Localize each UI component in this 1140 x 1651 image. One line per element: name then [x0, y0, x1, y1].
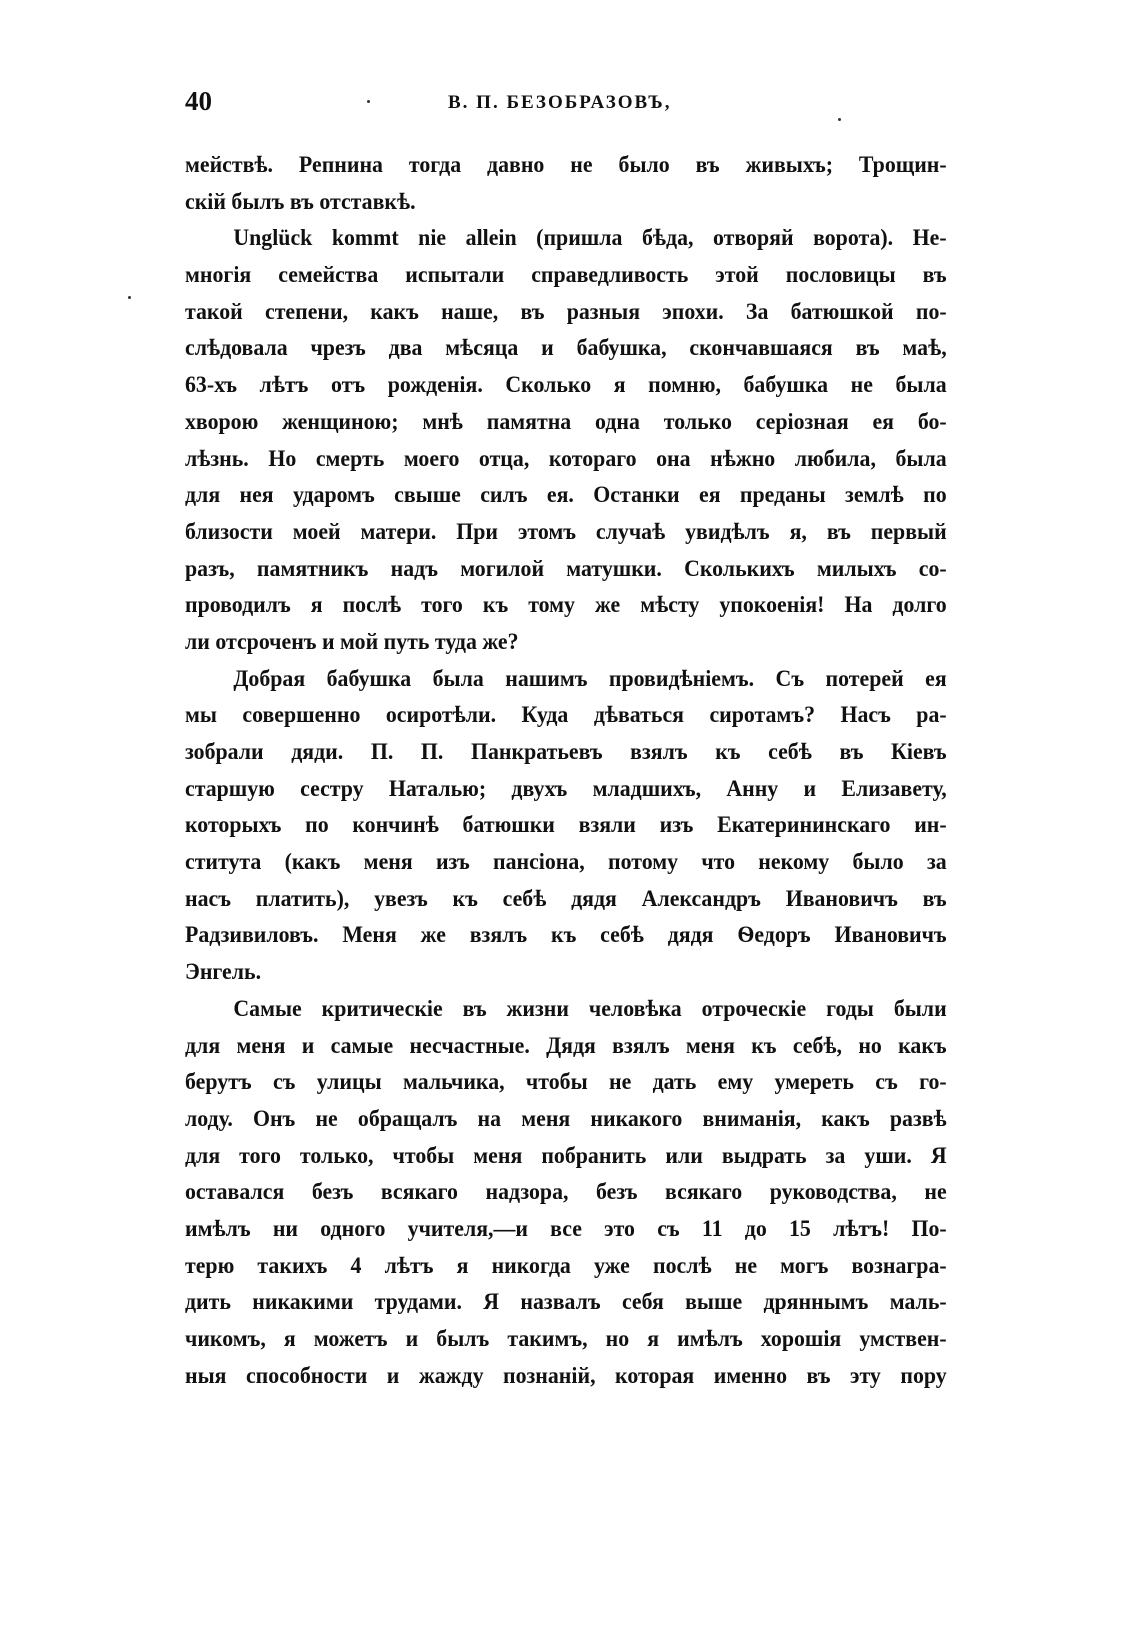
page-body-text — [185, 147, 947, 1394]
text-line: скій былъ въ отставкѣ. — [185, 188, 416, 215]
paragraph — [185, 991, 947, 1395]
text-line: разъ, памятникъ надъ могилой матушки. Сколькихъ милыхъ со- — [185, 555, 947, 582]
text-line: ли отсроченъ и мой путь туда же? — [185, 628, 519, 655]
text-line: Добрая бабушка была нашимъ провидѣніемъ. Съ потерей ея — [233, 665, 947, 692]
text-line: дить никакими трудами. Я назвалъ себя выше дряннымъ маль- — [185, 1289, 947, 1316]
text-line: оставался безъ всякаго надзора, безъ всякаго руководства, не — [185, 1179, 947, 1206]
text-line: для меня и самые несчастные. Дядя взялъ меня къ себѣ, но какъ — [185, 1032, 947, 1059]
text-line: хворою женщиною; мнѣ памятна одна только серіозная ея бо- — [185, 408, 947, 435]
running-head: В. П. БЕЗОБРАЗОВЪ, — [448, 92, 672, 113]
text-line: лоду. Онъ не обращалъ на меня никакого вниманія, какъ развѣ — [185, 1105, 947, 1132]
text-line: для того только, чтобы меня побранить или выдрать за уши. Я — [185, 1142, 947, 1169]
text-line: мы совершенно осиротѣли. Куда дѣваться сиротамъ? Насъ ра- — [185, 702, 947, 729]
text-line: мействѣ. Репнина тогда давно не было въ живыхъ; Трощин- — [185, 152, 947, 178]
text-line: Энгель. — [185, 959, 262, 986]
text-line: лѣзнь. Но смерть моего отца, котораго она нѣжно любила, была — [185, 445, 947, 472]
text-line: берутъ съ улицы мальчика, чтобы не дать ему умереть съ го- — [185, 1069, 947, 1096]
text-line: терю такихъ 4 лѣтъ я никогда уже послѣ не могъ вознагра- — [185, 1252, 947, 1279]
text-line: которыхъ по кончинѣ батюшки взяли изъ Екатерининскаго ин- — [185, 812, 947, 839]
scan-speck — [367, 100, 370, 103]
text-line: чикомъ, я можетъ и былъ такимъ, но я имѣлъ хорошія умствен- — [185, 1326, 947, 1352]
text-line: Радзивиловъ. Меня же взялъ къ себѣ дядя Ѳедоръ Ивановичъ — [185, 922, 947, 949]
text-line: Самые критическіе въ жизни человѣка отроческіе годы были — [233, 995, 947, 1022]
paragraph — [185, 661, 947, 991]
scan-speck — [128, 296, 131, 299]
text-line: имѣлъ ни одного учителя,—и все это съ 11 до 15 лѣтъ! По- — [185, 1215, 947, 1242]
text-line: слѣдовала чрезъ два мѣсяца и бабушка, скончавшаяся въ маѣ, — [185, 335, 947, 362]
paragraph — [185, 147, 947, 220]
text-line: близости моей матери. При этомъ случаѣ увидѣлъ я, въ первый — [185, 518, 947, 545]
text-line: ститута (какъ меня изъ пансіона, потому что некому было за — [185, 849, 947, 876]
text-line: для нея ударомъ свыше силъ ея. Останки ея преданы землѣ по — [185, 482, 947, 509]
text-line: многія семейства испытали справедливость этой пословицы въ — [185, 262, 947, 289]
text-line: ныя способности и жажду познаній, которая именно въ эту пору — [185, 1362, 947, 1389]
scan-speck — [838, 118, 841, 121]
text-line: зобрали дяди. П. П. Панкратьевъ взялъ къ себѣ въ Кіевъ — [185, 739, 947, 765]
text-line: 63-хъ лѣтъ отъ рожденія. Сколько я помню, бабушка не была — [185, 372, 947, 399]
text-line: проводилъ я послѣ того къ тому же мѣсту упокоенія! На долго — [185, 592, 947, 619]
paragraph — [185, 220, 947, 660]
text-line: такой степени, какъ наше, въ разныя эпохи. За батюшкой по- — [185, 298, 947, 325]
text-line: насъ платить), увезъ къ себѣ дядя Александръ Ивановичъ въ — [185, 885, 947, 912]
text-line: Unglück kommt nie allein (пришла бѣда, отворяй ворота). Не- — [233, 225, 947, 252]
page-number: 40 — [185, 86, 212, 116]
text-line: старшую сестру Наталью; двухъ младшихъ, Анну и Елизавету, — [185, 775, 947, 802]
